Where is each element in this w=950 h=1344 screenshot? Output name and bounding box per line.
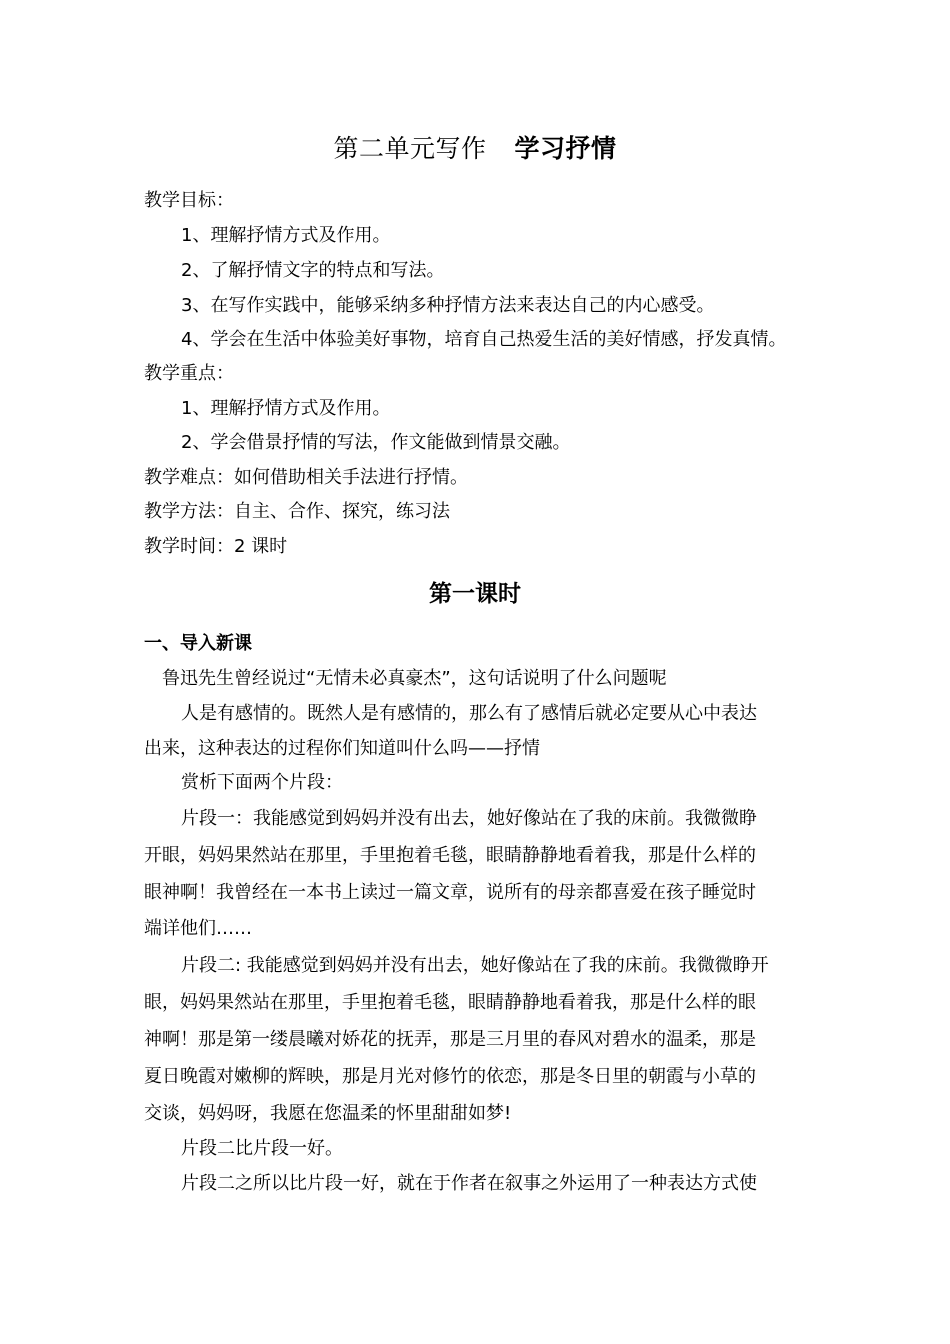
fragment2-line: 交谈，妈妈呀，我愿在您温柔的怀里甜甜如梦! [144,1103,512,1124]
section1-heading: 一、导入新课 [144,633,252,654]
keypoint-item: 2、学会借景抒情的写法，作文能做到情景交融。 [181,432,571,453]
objective-item: 1、理解抒情方式及作用。 [181,225,391,246]
keypoint-item: 1、理解抒情方式及作用。 [181,398,391,419]
time-line: 教学时间：2 课时 [144,536,288,557]
intro-quote: 鲁迅先生曾经说过“无情未必真豪杰”，这句话说明了什么问题呢 [162,668,667,689]
compare-line: 片段二比片段一好。 [181,1138,343,1159]
objective-item: 4、学会在生活中体验美好事物，培育自己热爱生活的美好情感，抒发真情。 [181,329,787,350]
document-title [0,130,950,168]
fragment1-line: 片段一：我能感觉到妈妈并没有出去，她好像站在了我的床前。我微微睁 [181,808,757,829]
fragment1-line: 眼神啊！我曾经在一本书上读过一篇文章，说所有的母亲都喜爱在孩子睡觉时 [144,882,756,903]
difficulty-line: 教学难点：如何借助相关手法进行抒情。 [144,467,468,488]
keypoints-label: 教学重点： [144,363,234,384]
fragment1-line: 端详他们…… [144,918,252,939]
reason-line: 片段二之所以比片段一好，就在于作者在叙事之外运用了一种表达方式使 [181,1173,757,1194]
fragment2-line: 神啊！那是第一缕晨曦对娇花的抚弄，那是三月里的春风对碧水的温柔，那是 [144,1029,756,1050]
objectives-label: 教学目标： [144,190,234,211]
paragraph-line: 人是有感情的。既然人是有感情的，那么有了感情后就必定要从心中表达 [181,703,757,724]
objective-item: 2、了解抒情文字的特点和写法。 [181,260,445,281]
appreciate-line: 赏析下面两个片段： [181,772,343,793]
paragraph-line: 出来，这种表达的过程你们知道叫什么吗——抒情 [144,738,540,759]
fragment2-line: 片段二: 我能感觉到妈妈并没有出去，她好像站在了我的床前。我微微睁开 [181,955,769,976]
objective-item: 3、在写作实践中，能够采纳多种抒情方法来表达自己的内心感受。 [181,295,715,316]
fragment2-line: 眼，妈妈果然站在那里，手里抱着毛毯，眼睛静静地看着我，那是什么样的眼 [144,992,756,1013]
fragment1-line: 开眼，妈妈果然站在那里，手里抱着毛毯，眼睛静静地看着我，那是什么样的 [144,845,756,866]
lesson-title: 第一课时 [429,581,521,607]
fragment2-line: 夏日晚霞对嫩柳的辉映，那是月光对修竹的依恋，那是冬日里的朝霞与小草的 [144,1066,756,1087]
title-bold: 学习抒情 [514,134,617,163]
method-line: 教学方法：自主、合作、探究，练习法 [144,501,450,522]
title-main: 第二单元写作 [333,134,487,163]
